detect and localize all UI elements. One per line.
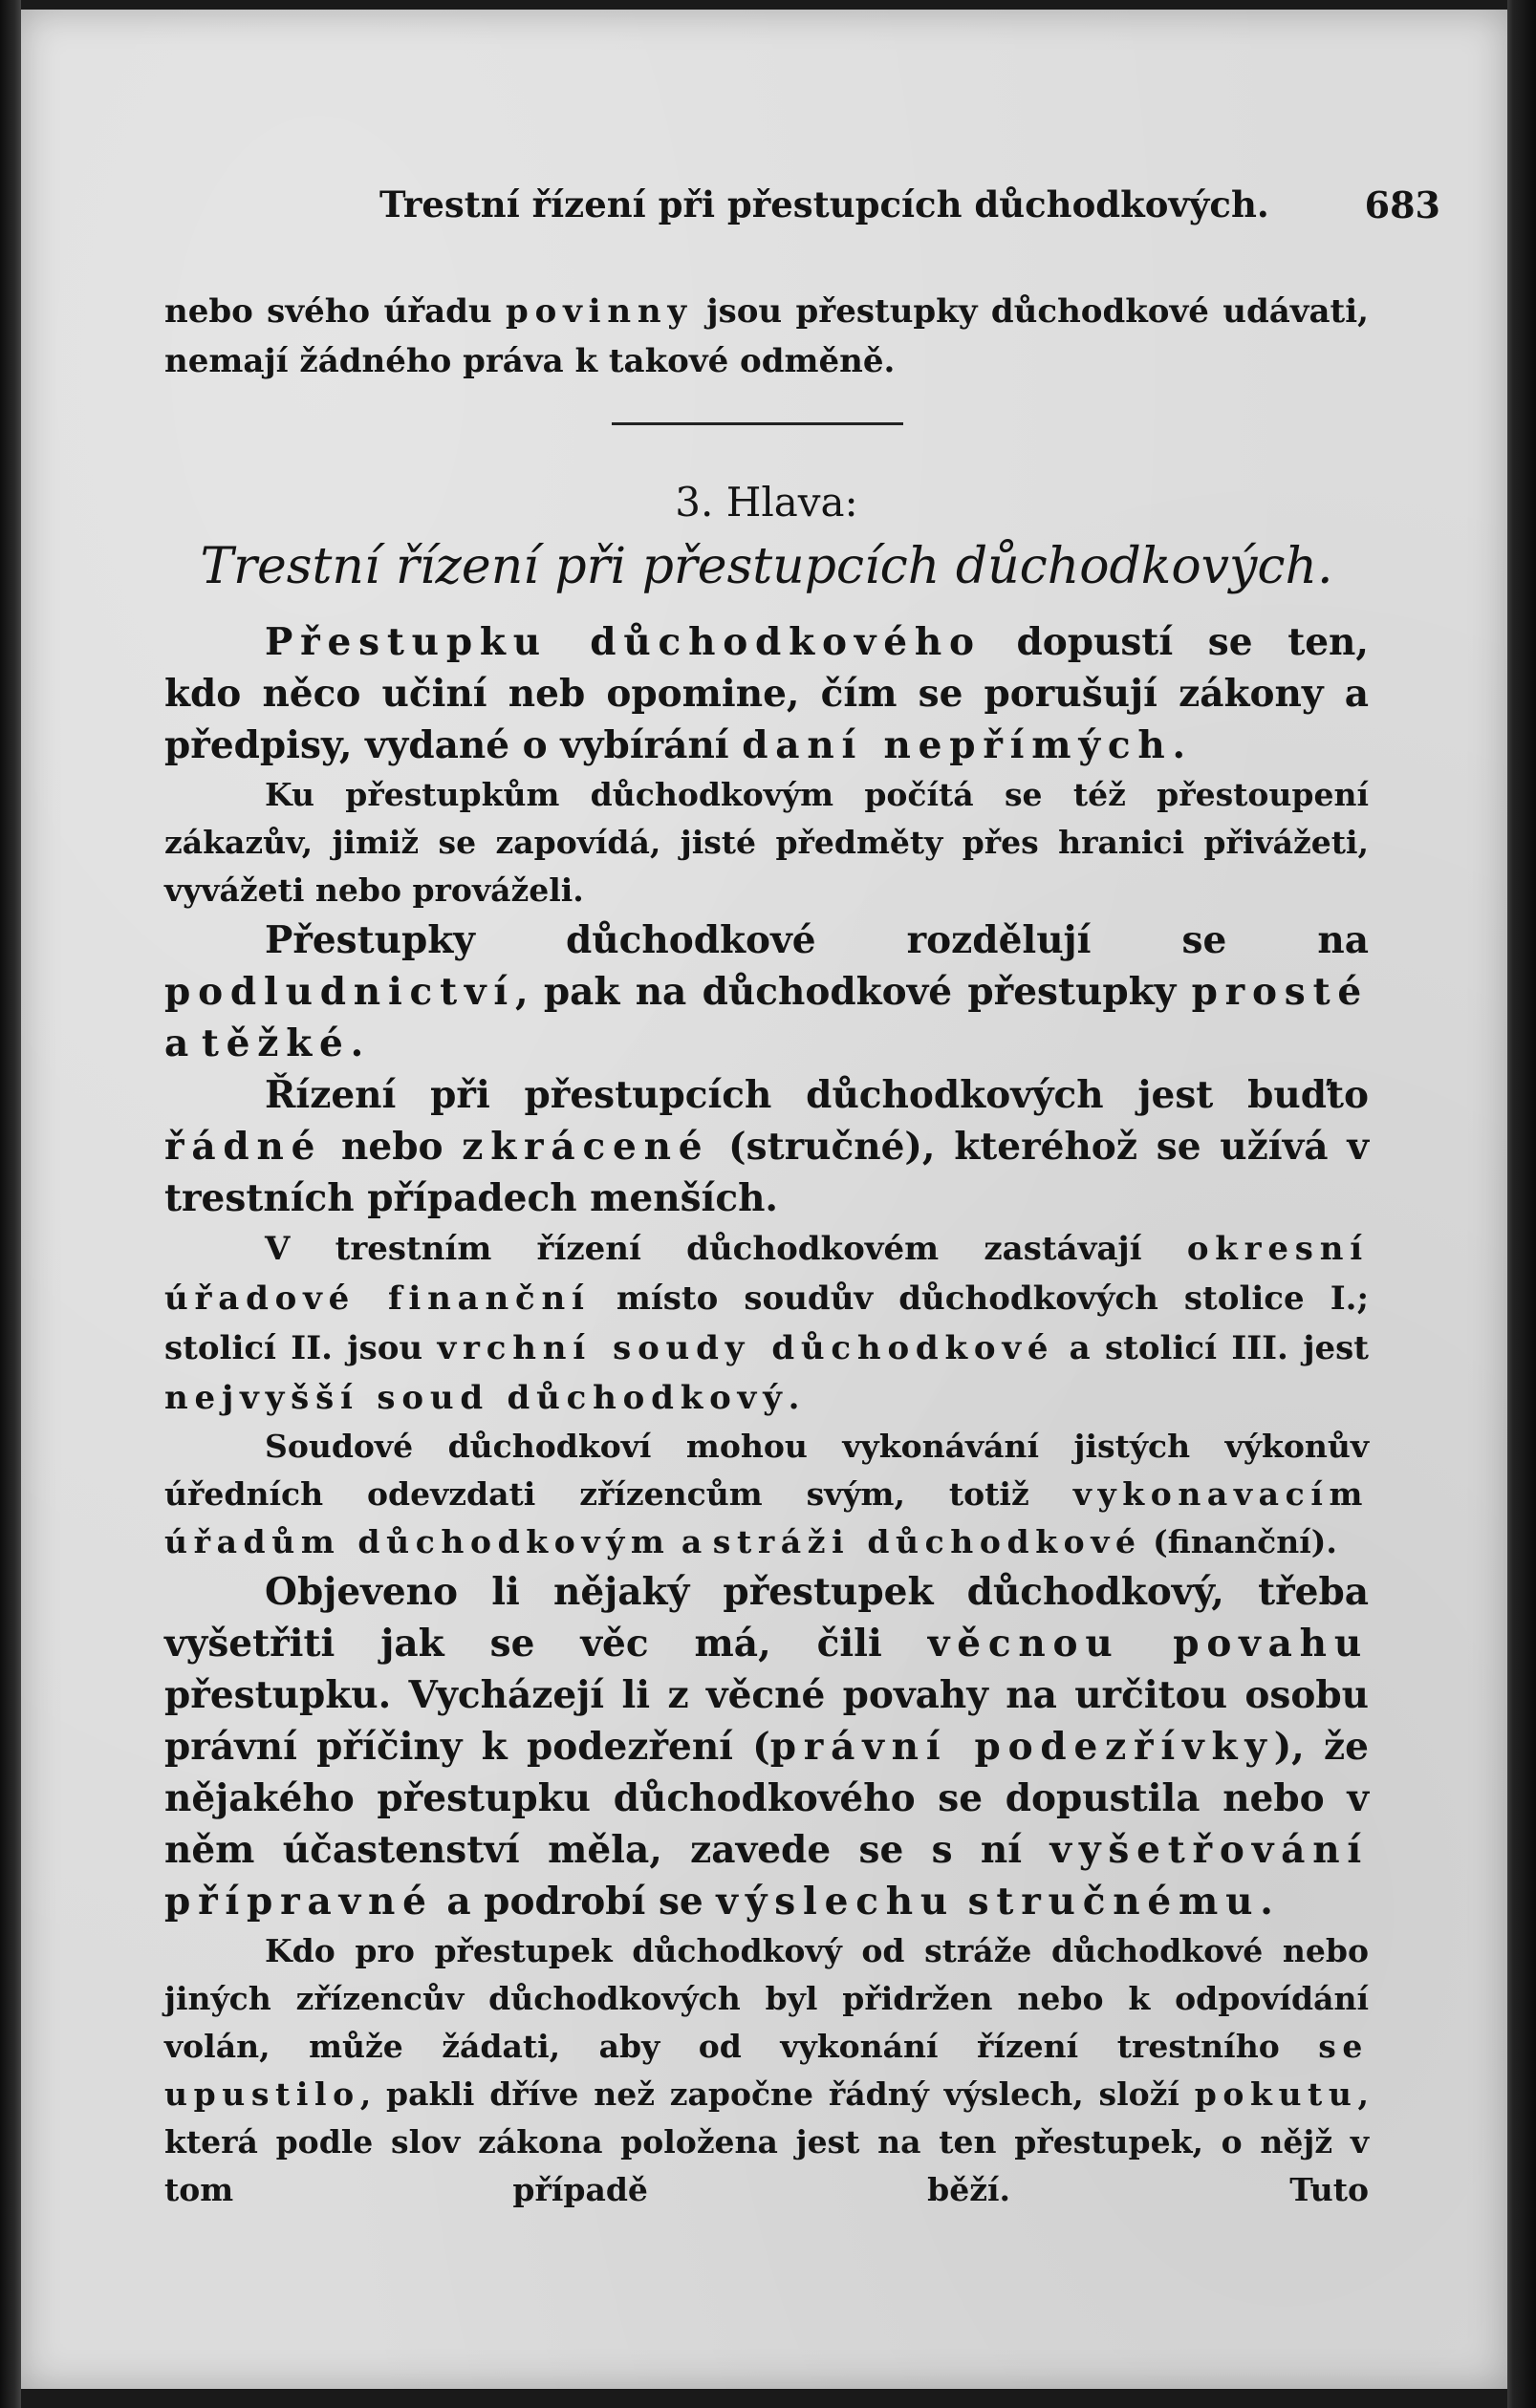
text-run: Přestupky důchodkové rozdělují se na (265, 918, 1369, 962)
emphasis: vrchní soudy důchodkové (437, 1329, 1055, 1367)
paragraph-5 (164, 1224, 1369, 1423)
text-run: , pak na důchodkové přestupky (515, 970, 1192, 1014)
section-divider (612, 422, 903, 425)
paragraph-2: Ku přestupkům důchodkovým počítá se též přestoupení zákazův, jimiž se zapovídá, jisté předměty přes hranici přivážeti, vyvážeti nebo prováželi. (164, 776, 1369, 909)
text-run (955, 1880, 968, 1924)
emphasis: vyšetřování přípravné (164, 1828, 1369, 1924)
emphasis: okresní úřadové finanční (164, 1230, 1369, 1318)
text-run: . (788, 1379, 800, 1417)
emphasis: stručnému (967, 1880, 1261, 1924)
emphasis: řádné (164, 1125, 323, 1169)
emphasis: zkrácené (462, 1125, 710, 1169)
text-run: . (350, 1021, 364, 1065)
text-run: místo soudův důchodkových stolice I.; stolicí II. jsou (164, 1279, 1369, 1367)
paragraph-1 (164, 616, 1369, 771)
text-run: nebo (322, 1125, 463, 1169)
paragraph-7 (164, 1566, 1369, 1927)
chapter-title: Trestní řízení při přestupcích důchodkových. (200, 538, 1333, 595)
emphasis: věcnou povahu (927, 1622, 1369, 1666)
text-run: jsou přestupky důchodkové udávati, nemají žádného práva k takové odměně. (164, 292, 1369, 380)
text-run: Soudové důchodkoví mohou vykonávání jistých výkonův úředních odevzdati zřízencům svým, totiž (164, 1428, 1369, 1513)
emphasis: prosté (1191, 970, 1369, 1014)
text-block (164, 287, 1369, 2214)
text-run: dopustí se ten, kdo něco učiní neb opomine, čím se porušují zákony a předpisy, vydané o vybírání (164, 620, 1369, 767)
text-run: (stručné), kteréhož se užívá v trestních případech menších. (164, 1125, 1369, 1220)
scan-left-edge (0, 0, 21, 2408)
text-run: , pakli dříve než započne řádný výslech, složí (359, 2075, 1195, 2113)
paragraph-8 (164, 1927, 1369, 2214)
paragraph-6 (164, 1423, 1369, 1566)
text-run: , která podle slov zákona položena jest na ten přestupek, o nějž v tom případě běží. Tuto (164, 2075, 1369, 2208)
text-run: . (1172, 723, 1186, 767)
scan-right-edge (1507, 0, 1536, 2408)
paragraph-3 (164, 914, 1369, 1069)
page-header (169, 183, 1440, 231)
page-number: 683 (1364, 183, 1440, 226)
text-run: nebo svého úřadu (164, 292, 507, 331)
text-run: Objeveno li nějaký přestupek důchodkový, třeba vyšetřiti jak se věc má, čili (164, 1570, 1369, 1666)
text-run: ), že nějakého přestupku důchodkového se dopustila nebo v něm účastenství měla, zavede se s ní (164, 1725, 1369, 1872)
emphasis: vykonavacím úřadům důchodkovým (164, 1475, 1369, 1560)
text-run: Řízení při přestupcích důchodkových jest buďto (265, 1073, 1369, 1117)
emphasis: pokutu (1194, 2075, 1358, 2113)
text-run: přestupku. Vycházejí li z věcné povahy na určitou osobu právní příčiny k podezření ( (164, 1673, 1369, 1769)
emphasis: povinny (506, 292, 693, 331)
emphasis: nejvyšší soud důchodkový (164, 1379, 789, 1417)
emphasis: se upustilo (164, 2028, 1369, 2113)
chapter-number: 3. Hlava: (675, 479, 858, 526)
emphasis: daní nepřímých (742, 723, 1173, 767)
emphasis: právní podezřívky (769, 1725, 1274, 1769)
text-run: a stolicí III. jest (1054, 1329, 1369, 1367)
emphasis: stráži důchodkové (712, 1523, 1142, 1560)
text-run: . (1260, 1880, 1273, 1924)
text-run: a podrobí se (433, 1880, 717, 1924)
emphasis: výslechu (716, 1880, 956, 1924)
emphasis: těžké (201, 1021, 351, 1065)
continuation-paragraph (164, 287, 1369, 386)
text-run: Kdo pro přestupek důchodkový od stráže důchodkové nebo jiných zřízencův důchodkových byl přidržen nebo k odpovídání volán, může žádati, aby od vykonání řízení trestního (164, 1932, 1369, 2065)
emphasis: Přestupku důchodkového (265, 620, 982, 664)
book-page (21, 10, 1507, 2389)
emphasis: podludnictví (164, 970, 515, 1014)
text-run: V trestním řízení důchodkovém zastávají (265, 1230, 1187, 1268)
last-paragraph-wrap (164, 1927, 1369, 2214)
paragraph-4 (164, 1069, 1369, 1224)
text-run: a (670, 1523, 713, 1560)
text-run: (finanční). (1141, 1523, 1337, 1560)
running-head: Trestní řízení při přestupcích důchodkových. (379, 183, 1269, 226)
text-run: a (164, 1021, 202, 1065)
